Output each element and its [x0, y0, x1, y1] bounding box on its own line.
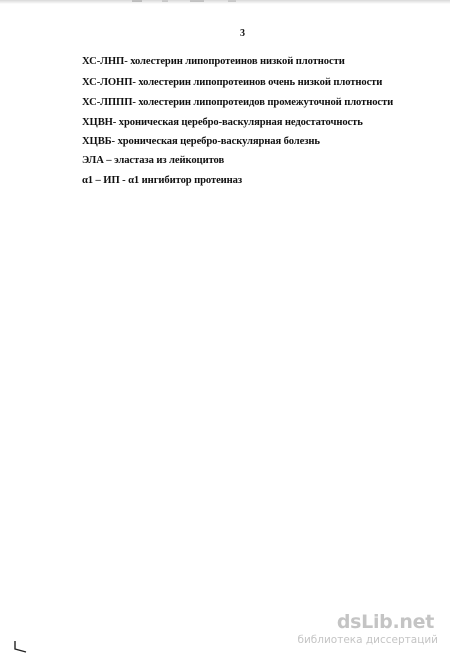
abbreviation-term: ХС-ЛППП- [82, 97, 136, 108]
abbreviation-item [82, 174, 242, 187]
abbreviation-definition: хроническая церебро-васкулярная недостаточность [118, 117, 363, 128]
abbreviation-item [82, 76, 382, 89]
abbreviation-term: α1 – ИП - [82, 175, 126, 186]
abbreviation-definition: холестерин липопротеинов низкой плотности [130, 56, 345, 67]
abbreviation-term: ХС-ЛОНП- [82, 77, 136, 88]
watermark-brand: dsLib.net [336, 611, 434, 633]
abbreviation-item [82, 154, 224, 167]
abbreviation-item [82, 116, 363, 129]
abbreviation-definition: хроническая церебро-васкулярная болезнь [117, 136, 320, 147]
abbreviation-item [82, 135, 320, 148]
abbreviation-term: ЭЛА – [82, 155, 112, 166]
watermark-caption: библиотека диссертаций [297, 634, 438, 646]
abbreviation-definition: α1 ингибитор протеиназ [128, 175, 243, 186]
page-number: 3 [240, 28, 245, 39]
abbreviation-definition: эластаза из лейкоцитов [114, 155, 225, 166]
abbreviation-term: ХЦВБ- [82, 136, 115, 147]
watermark [297, 611, 444, 653]
abbreviation-definition: холестерин липопротеидов промежуточной плотности [138, 97, 394, 108]
abbreviation-term: ХЦВН- [82, 117, 117, 128]
scan-top-marks [132, 0, 252, 3]
scan-corner-mark [12, 640, 28, 654]
abbreviation-definition: холестерин липопротеинов очень низкой плотности [138, 77, 383, 88]
abbreviation-term: ХС-ЛНП- [82, 56, 128, 67]
abbreviation-item [82, 55, 345, 68]
abbreviation-item [82, 96, 393, 109]
